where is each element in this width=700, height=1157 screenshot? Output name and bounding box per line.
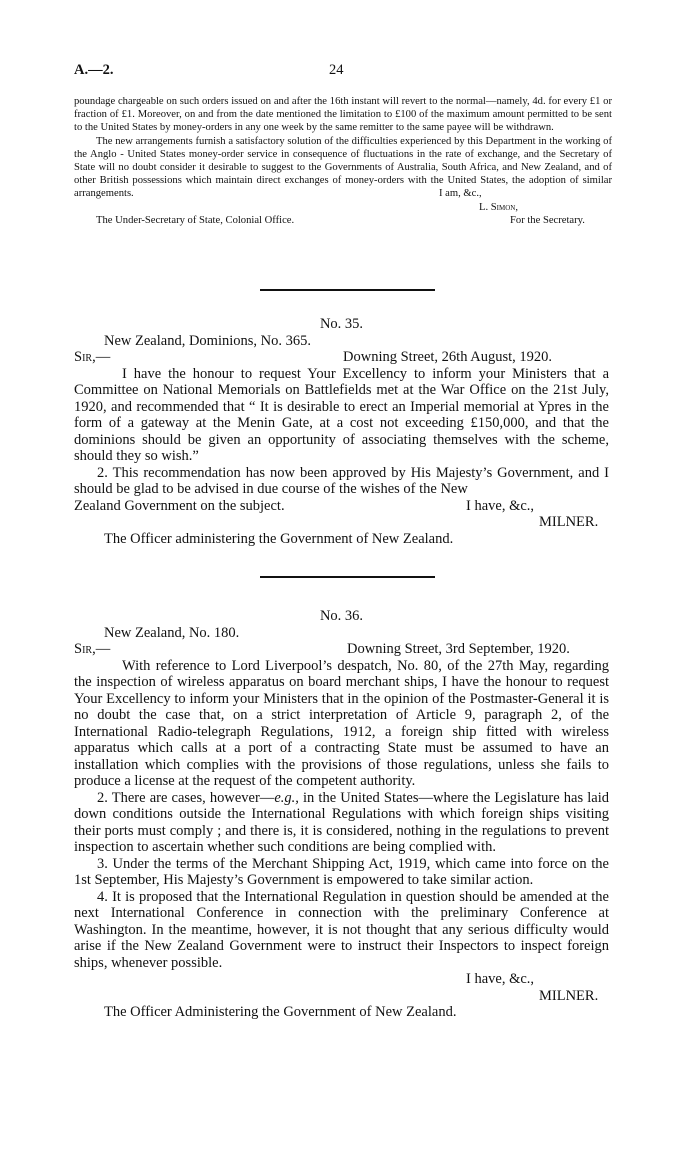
paragraph: The new arrangements furnish a satisfactory solution of the difficulties experienced by this Department in the working of the Anglo - United States money-order service in consequence of fluctuations in the rate of exchange, and the Secretary of State will no doubt consider it desirable to suggest to the Governments of Australia, South Africa, and New Zealand, and of other British possessions which maintain direct exchanges of money-orders with the United States, the adoption of similar arrangements. xyxy=(74,135,612,200)
closing-line xyxy=(74,187,612,200)
addressee-line xyxy=(74,531,609,548)
salutation: Sir,— xyxy=(74,349,111,365)
signatory-line xyxy=(74,201,612,214)
addressee-line xyxy=(74,214,612,227)
text-run: 2. There are cases, however— xyxy=(97,789,275,806)
closing: I am, &c., xyxy=(439,188,482,200)
letter-reference: New Zealand, No. 180. xyxy=(104,624,240,641)
closing: I have, &c., xyxy=(466,497,535,514)
document-reference: A.—2. xyxy=(74,62,114,78)
text-run: in the United States—where the Legislature has laid down conditions outside the International Regulations with which foreign ships visiting their ports must comply ; and there is, it is considered, nothing in the regulations to prevent inspection to ascertain whether such conditions are being complied with. xyxy=(74,789,609,855)
closing-line xyxy=(74,971,609,988)
paragraph: 4. It is proposed that the International Regulation in question should be amended at the next International Conference in connection with the preliminary Conference at Washington. In the meantime, however, it is not thought that any serious difficulty would arise if the New Zealand Government were to instruct their Inspectors to inspect foreign ships, whenever possible. xyxy=(74,888,609,971)
letter-no-36 xyxy=(74,608,609,1021)
page-number: 24 xyxy=(329,62,344,78)
place-date: Downing Street, 3rd September, 1920. xyxy=(347,641,570,657)
signature-line xyxy=(74,988,609,1005)
letter-reference: New Zealand, Dominions, No. 365. xyxy=(104,332,311,349)
role: For the Secretary. xyxy=(510,214,585,226)
paragraph-end: Zealand Government on the subject. xyxy=(74,497,285,514)
emphasis: e.g., xyxy=(274,789,299,806)
letter-number: No. 35. xyxy=(319,316,364,332)
paragraph: I have the honour to request Your Excellency to inform your Ministers that a Committee on National Memorials on Battlefields met at the War Office on the 21st July, 1920, and recommended that “ It is desirable to erect an Imperial memorial at Ypres in the form of a gateway at the Menin Gate, at a cost not exceeding £150,000, and that the dominions should be given an opportunity of associating themselves with the scheme, should they so wish.” xyxy=(74,365,609,464)
signature-line xyxy=(74,514,609,531)
paragraph: 2. This recommendation has now been approved by His Majesty’s Government, and I should be glad to be advised in due course of the wishes of the New xyxy=(74,464,609,497)
addressee: The Officer administering the Government of New Zealand. xyxy=(104,530,454,547)
paragraph: poundage chargeable on such orders issued on and after the 16th instant will revert to the normal—namely, 4d. for every £1 or fraction of £1. Moreover, on and from the date mentioned the limitation to £100 of the maximum amount permitted to be sent to the United States by money-orders in any one week by the same remitter to the same payee will be withdrawn. xyxy=(74,96,612,134)
letter-number: No. 36. xyxy=(319,608,364,624)
closing: I have, &c., xyxy=(466,971,535,987)
section-divider xyxy=(260,576,435,578)
addressee: The Under-Secretary of State, Colonial Office. xyxy=(96,214,295,226)
addressee: The Officer Administering the Government of New Zealand. xyxy=(104,1004,457,1020)
section-divider xyxy=(260,289,435,291)
signature: MILNER. xyxy=(539,987,599,1004)
paragraph: 3. Under the terms of the Merchant Shipping Act, 1919, which came into force on the 1st September, His Majesty’s Government is empowered to take similar action. xyxy=(74,855,609,888)
letter-no-35 xyxy=(74,316,609,547)
salutation-line xyxy=(74,641,609,658)
addressee-line xyxy=(74,1004,609,1021)
previous-letter-continuation xyxy=(74,95,612,227)
place-date: Downing Street, 26th August, 1920. xyxy=(343,349,553,365)
salutation-line xyxy=(74,349,609,366)
paragraph xyxy=(74,790,609,856)
salutation: Sir,— xyxy=(74,641,111,657)
paragraph-last-line xyxy=(74,498,609,515)
signature: MILNER. xyxy=(539,514,599,530)
page-header xyxy=(74,62,612,82)
paragraph: With reference to Lord Liverpool’s despatch, No. 80, of the 27th May, regarding the inspection of wireless apparatus on board merchant ships, I have the honour to request Your Excellency to inform your Ministers that in the opinion of the Postmaster-General it is no doubt the case that, on a strict interpretation of Article 9, paragraph 2, of the International Radio-telegraph Regulations, 1912, a foreign ship fitted with wireless apparatus which calls at a port of a contracting State must be assumed to have an installation which complies with the provisions of those regulations, unless she fails to produce a license at the request of the competent authority. xyxy=(74,657,609,789)
signatory: L. Simon, xyxy=(479,201,518,213)
